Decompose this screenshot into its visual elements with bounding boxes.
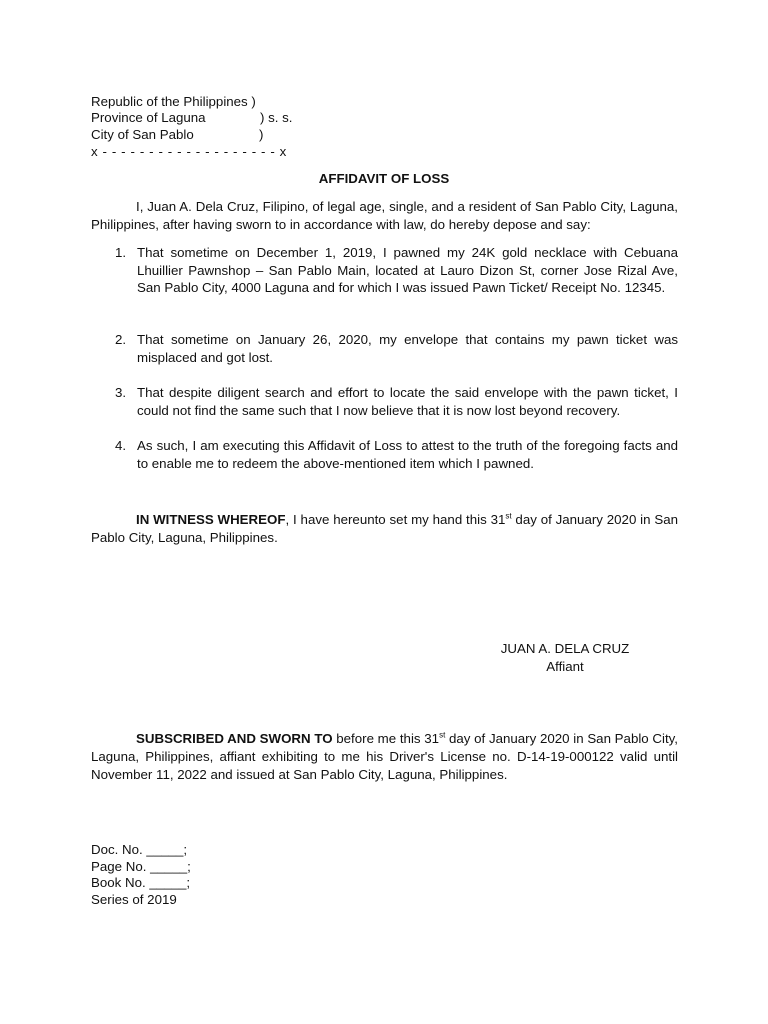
venue-province bbox=[91, 109, 293, 126]
witness-lead: IN WITNESS WHEREOF bbox=[136, 512, 286, 527]
witness-sup: st bbox=[505, 511, 512, 521]
venue-city-paren: ) bbox=[259, 127, 264, 142]
intro-text: I, Juan A. Dela Cruz, Filipino, of legal age, single, and a resident of San Pablo City, Laguna, Philippines, after having sworn to in accordance with law, do hereby depose and say: bbox=[91, 199, 678, 232]
venue-province-label: Province of Laguna bbox=[91, 110, 206, 125]
witness-paragraph bbox=[91, 511, 678, 547]
signature-block bbox=[440, 640, 690, 675]
jurat-sup: st bbox=[439, 730, 446, 740]
list-item bbox=[115, 384, 678, 419]
witness-text-2: day of January 2020 in San Pablo City, Laguna, Philippines. bbox=[91, 512, 678, 545]
list-item bbox=[115, 244, 678, 297]
venue-republic: Republic of the Philippines ) bbox=[91, 94, 256, 109]
doc-number: Doc. No. _____; bbox=[91, 842, 188, 857]
jurat-paragraph bbox=[91, 730, 678, 784]
series-year: Series of 2019 bbox=[91, 891, 177, 907]
list-item-text: That despite diligent search and effort to locate the said envelope with the pawn ticket, I could not find the same such that I now believe that it is now lost beyond recovery. bbox=[137, 385, 678, 418]
list-item bbox=[115, 331, 678, 366]
list-item-number: 4. bbox=[115, 438, 127, 453]
venue-city bbox=[91, 126, 264, 143]
list-item-number: 2. bbox=[115, 332, 127, 347]
list-item-text: That sometime on December 1, 2019, I pawned my 24K gold necklace with Cebuana Lhuillier Pawnshop – San Pablo Main, located at Lauro Dizon St, corner Jose Rizal Ave, San Pablo City, 4000 Laguna and for which I was issued Pawn Ticket/ Receipt No. 12345. bbox=[137, 245, 678, 295]
list-item bbox=[115, 437, 678, 472]
jurat-lead: SUBSCRIBED AND SWORN TO bbox=[136, 731, 333, 746]
list-item-text: That sometime on January 26, 2020, my envelope that contains my pawn ticket was misplaced and got lost. bbox=[137, 332, 678, 365]
jurat-text-1: before me this 31 bbox=[332, 731, 440, 746]
venue-province-ss: ) s. s. bbox=[260, 110, 293, 125]
intro-paragraph bbox=[91, 198, 678, 234]
venue-city-label: City of San Pablo bbox=[91, 127, 194, 142]
jurat-text-2: day of January 2020 in San Pablo City, Laguna, Philippines, affiant exhibiting to me his Driver's License no. D-14-19-000122 valid until November 11, 2022 and issued at San Pablo City, Laguna, Philippines. bbox=[91, 731, 679, 782]
affiant-role: Affiant bbox=[546, 658, 584, 674]
list-item-number: 1. bbox=[115, 245, 127, 260]
list-item-number: 3. bbox=[115, 385, 127, 400]
page-number: Page No. _____; bbox=[91, 858, 191, 874]
venue-separator: x - - - - - - - - - - - - - - - - - - - x bbox=[91, 144, 287, 159]
document-title: AFFIDAVIT OF LOSS bbox=[318, 171, 450, 186]
witness-text-1: , I have hereunto set my hand this 31 bbox=[285, 512, 506, 527]
affiant-name: JUAN A. DELA CRUZ bbox=[500, 641, 630, 656]
list-item-text: As such, I am executing this Affidavit of Loss to attest to the truth of the foregoing facts and to enable me to redeem the above-mentioned item which I pawned. bbox=[137, 438, 678, 471]
book-number: Book No. _____; bbox=[91, 875, 191, 890]
